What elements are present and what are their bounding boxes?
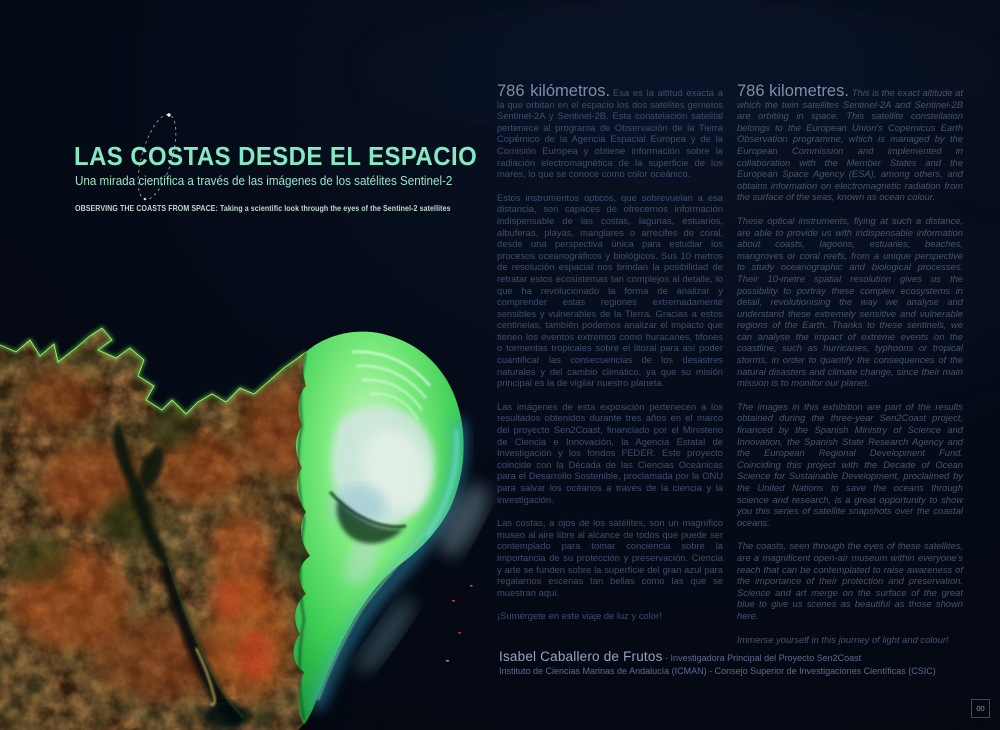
credit-line-1 bbox=[499, 650, 936, 665]
english-paragraph: The images in this exhibition are part of the results obtained during the three-year Sen2Coast project, financed by the Spanish Ministry of Science and Innovation, the Spanish State Research Agency and the European Regional Development Fund. Coinciding this project with the Decade of Ocean Science for Sustainable Development, proclaimed by the United Nations to save the oceans through science and research, is a great opportunity to show you this series of satellite snapshots over the coastal oceans. bbox=[737, 400, 963, 528]
english-lead-figure: 786 kilometres. bbox=[737, 82, 849, 100]
english-closing-line: Immerse yourself in this journey of light and colour! bbox=[737, 633, 949, 645]
english-intro-paragraph bbox=[737, 82, 963, 203]
page-title: LAS COSTAS DESDE EL ESPACIO bbox=[74, 141, 478, 171]
satellite-dot bbox=[144, 198, 147, 201]
english-paragraph: The coasts, seen through the eyes of these satellites, are a magnificent open-air museum within everyone's reach that can be contemplated to raise awareness of the importance of their protection and preservation. Science and art merge on the surface of the great blue to give us scenes as beautiful as those shown here. bbox=[737, 540, 963, 621]
page-subtitle: Una mirada científica a través de las imágenes de los satélites Sentinel-2 bbox=[75, 174, 453, 188]
spanish-paragraph: Estos instrumentos ópticos, que sobrevuelan a esa distancia, son capaces de ofrecernos información indispensable de las costas, lagunas, estuarios, albuferas, playas, manglares o arrecifes de coral, desde una perspectiva única para estudiar los procesos oceanográficos y biológicos. Sus 10 metros de resolución espacial nos brindan la posibilidad de retratar estos ecosistemas tan complejos al detalle, lo que ha revolucionado la forma de analizar y comprender estas regiones extremadamente sensibles y vulnerables de la Tierra. Gracias a estos centinelas, también podemos analizar el impacto que tienen los eventos extremos como huracanes, tifones o tormentas tropicales sobre el litoral para así poder cuantificar las consecuencias de los desastres naturales y del cambio climático, ya que su misión principal es la de vigilar nuestro planeta. bbox=[497, 191, 723, 389]
spanish-intro-paragraph bbox=[497, 82, 723, 180]
english-lead-text: This is the exact altitude at which the twin satellites Sentinel-2A and Sentinel-2B are orbiting in space. This satellite constellation belongs to the European Union's Copernicus Earth Observation programme, which is managed by the European Commission and implemented in collaboration with the Member States and the European Space Agency (ESA), among others, and obtains information on electromagnetic radiation from the surface of the seas, known as ocean colour. bbox=[737, 87, 963, 203]
english-paragraph: These optical instruments, flying at such a distance, are able to provide us with indispensable information about coasts, lagoons, estuaries, beaches, mangroves or coral reefs, from a unique perspective to study oceanographic and biological processes. Their 10-metre spatial resolution gives us the possibility to portray these complex ecosystems in detail, revolutionising the way we analyse and understand these extremely sensitive and vulnerable regions of the Earth. Thanks to these sentinels, we can analyse the impact of extreme events on the coastline, such as hurricanes, typhoons or tropical storms, in order to quantify the consequences of the natural disasters and climate change, since their main mission is to monitor our planet. bbox=[737, 214, 963, 389]
spanish-lead-text: Esa es la altitud exacta a la que orbitan en el espacio los dos satélites gemelos Sentinel-2A y Sentinel-2B. Esta constelación satelital pertenece al programa de Observación de la Tierra Copérnico de la Agencia Espacial Europea y de la Comisión Europea y obtiene información sobre la radiación electromagnética de la superficie de los mares, lo que se conoce como color oceánico. bbox=[497, 87, 723, 180]
spanish-paragraph: Las costas, a ojos de los satélites, son un magnífico museo al aire libre al alcance de todos que puede ser contemplado para tomar conciencia sobre la importancia de su protección y preservación. Ciencia y arte se funden sobre la superficie del gran azul para regalarnos escenas tan bellas como las que se muestran aquí. bbox=[497, 517, 723, 598]
spanish-paragraph: Las imágenes de esta exposición pertenecen a los resultados obtenidos durante tres años en el marco del proyecto Sen2Coast, financiado por el Ministerio de Ciencia e Innovación, la Agencia Estatal de Investigación y los fondos FEDER. Este proyecto coincide con la Década de las Ciencias Oceánicas para el Desarrollo Sostenible, proclamada por la ONU para salvar los océanos a través de la ciencia y la investigación. bbox=[497, 400, 723, 505]
author-name: Isabel Caballero de Frutos bbox=[499, 649, 663, 664]
english-tagline: OBSERVING THE COASTS FROM SPACE: Taking a scientific look through the eyes of the Sentinel-2 satellites bbox=[75, 204, 451, 213]
page-number: 00 bbox=[976, 704, 985, 713]
english-text-column bbox=[737, 82, 963, 657]
spanish-lead-figure: 786 kilómetros. bbox=[497, 82, 611, 100]
author-role: - Investigadora Principal del Proyecto Sen2Coast bbox=[665, 653, 862, 663]
satellite-dot bbox=[167, 113, 170, 116]
page-number-box bbox=[971, 699, 990, 718]
spanish-text-column bbox=[497, 82, 723, 634]
spanish-closing-line: ¡Sumérgete en este viaje de luz y color! bbox=[497, 610, 662, 622]
author-affiliation: Instituto de Ciencias Marinas de Andalucía (ICMAN) - Consejo Superior de Investigaciones Científicas (CSIC) bbox=[499, 666, 936, 676]
author-credit bbox=[499, 650, 936, 678]
